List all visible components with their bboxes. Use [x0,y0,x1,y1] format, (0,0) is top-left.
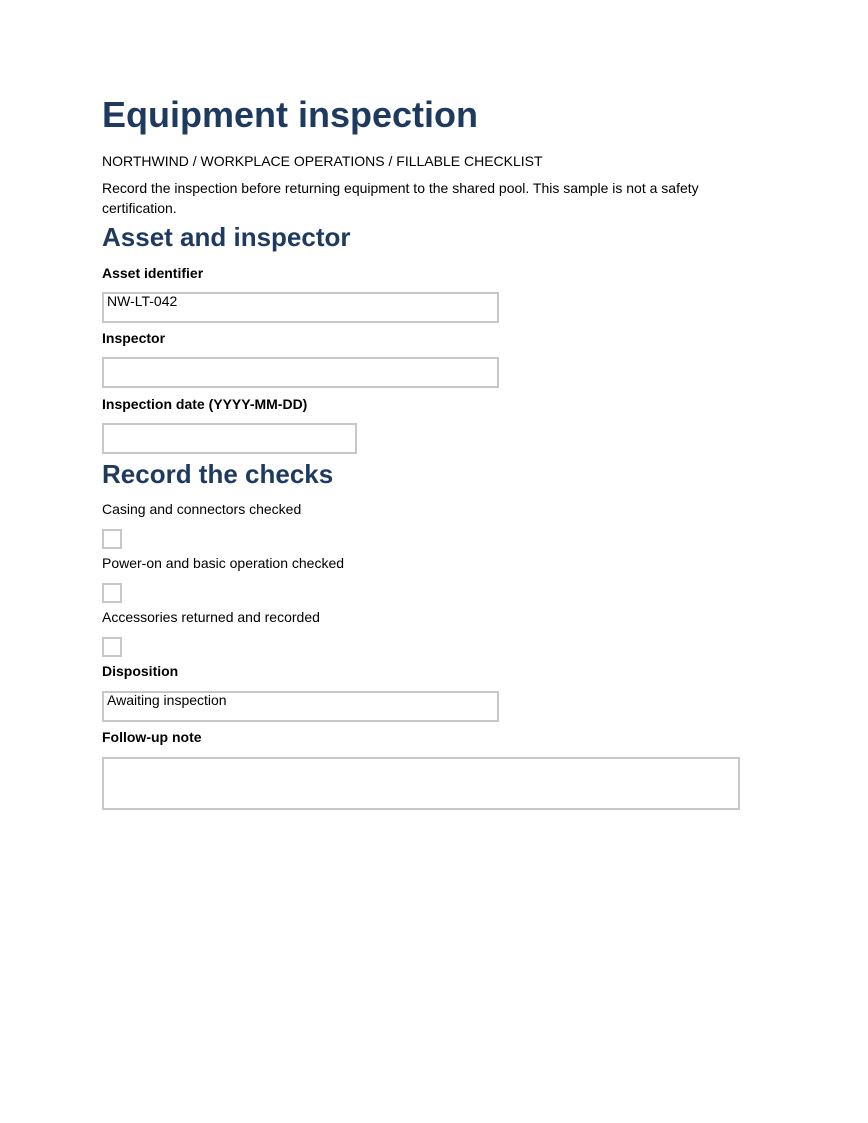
asset-identifier-field[interactable] [102,292,499,323]
section-heading-checks: Record the checks [102,459,334,489]
check-label-power: Power-on and basic operation checked [102,555,345,571]
check-label-casing: Casing and connectors checked [102,501,302,517]
checkbox-casing[interactable] [102,529,122,549]
page-title: Equipment inspection [102,94,479,135]
asset-identifier-value: NW-LT-042 [107,293,178,309]
asset-identifier-label: Asset identifier [102,265,204,281]
followup-note-field[interactable] [102,757,740,810]
checkbox-accessories[interactable] [102,637,122,657]
inspector-field[interactable] [102,357,499,388]
inspection-date-label: Inspection date (YYYY-MM-DD) [102,396,308,412]
inspector-label: Inspector [102,330,166,346]
disposition-field[interactable] [102,691,499,722]
disposition-label: Disposition [102,663,179,679]
intro-text: Record the inspection before returning equipment to the shared pool. This sample is not a safety certification. [102,180,699,216]
disposition-value: Awaiting inspection [107,692,227,708]
breadcrumb: NORTHWIND / WORKPLACE OPERATIONS / FILLABLE CHECKLIST [102,153,543,169]
checkbox-power[interactable] [102,583,122,603]
check-label-accessories: Accessories returned and recorded [102,609,320,625]
section-heading-asset: Asset and inspector [102,222,351,252]
followup-note-label: Follow-up note [102,729,202,745]
inspection-date-field[interactable] [102,423,357,454]
